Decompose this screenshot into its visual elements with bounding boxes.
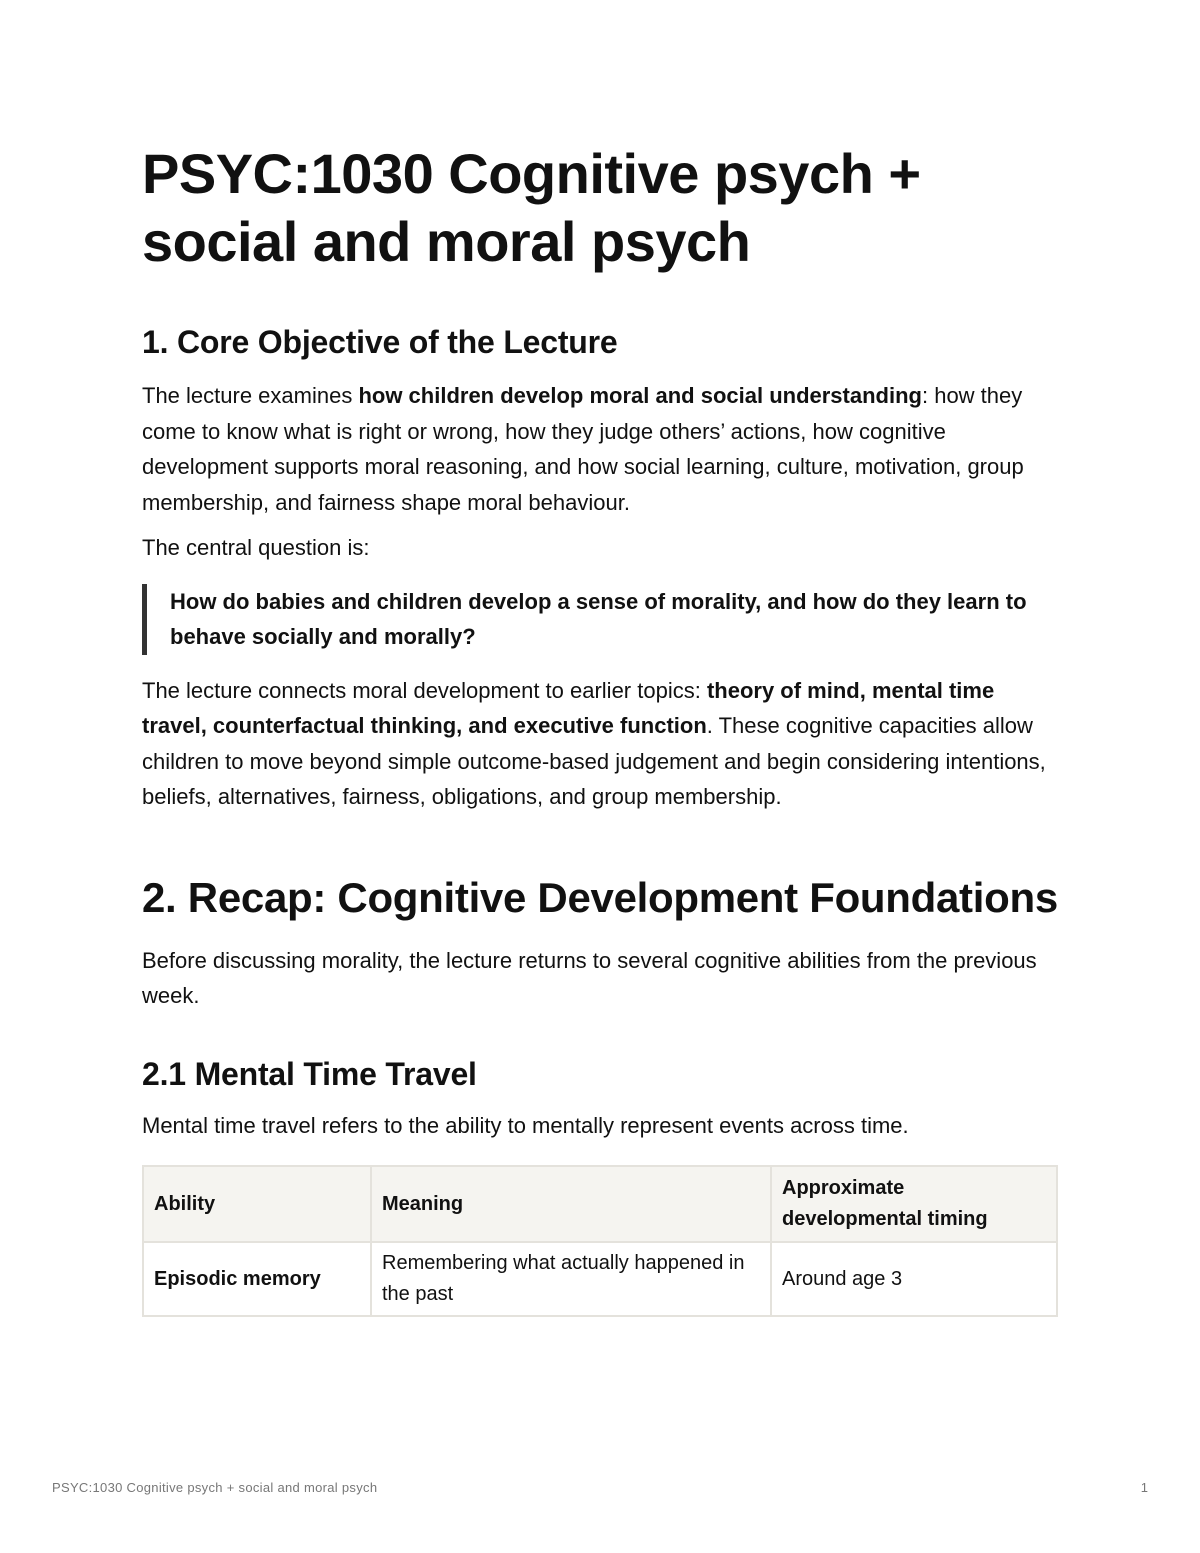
section-2-heading: 2. Recap: Cognitive Development Foundations <box>142 873 1058 921</box>
section-2-1-heading: 2.1 Mental Time Travel <box>142 1055 477 1092</box>
mental-time-travel-table <box>142 1165 1058 1317</box>
section-2-1-paragraph-1: Mental time travel refers to the ability to mentally represent events across time. <box>142 1112 909 1138</box>
section-1-paragraph-1: The lecture examines how children develop moral and social understanding: how they come to know what is right or wrong, how they judge others’ actions, how cognitive development supports moral reasoning, and how social learning, culture, motivation, group membership, and fairness shape moral behaviour. <box>142 383 1024 515</box>
table-cell-timing: Around age 3 <box>771 1242 1057 1316</box>
section-1-paragraph-3: The lecture connects moral development to earlier topics: theory of mind, mental time travel, counterfactual thinking, and executive function. These cognitive capacities allow children to move beyond simple outcome-based judgement and begin considering intentions, beliefs, alternatives, fairness, obligations, and group membership. <box>142 677 1046 809</box>
page-number: 1 <box>1140 1480 1148 1495</box>
table-header-row <box>143 1166 1057 1242</box>
table-header-meaning: Meaning <box>371 1166 771 1242</box>
footer-title: PSYC:1030 Cognitive psych + social and moral psych <box>52 1480 378 1495</box>
section-1-heading: 1. Core Objective of the Lecture <box>142 324 618 360</box>
table-cell-meaning: Remembering what actually happened in the past <box>371 1242 771 1316</box>
central-question-quote <box>142 584 1058 655</box>
quote-text: How do babies and children develop a sense of morality, and how do they learn to behave socially and morally? <box>170 588 1027 649</box>
document-title: PSYC:1030 Cognitive psych + social and moral psych <box>142 142 921 273</box>
table-cell-ability: Episodic memory <box>143 1242 371 1316</box>
document-page <box>142 140 1058 1317</box>
table-header-timing: Approximate developmental timing <box>771 1166 1057 1242</box>
table-row <box>143 1242 1057 1316</box>
table-header-ability: Ability <box>143 1166 371 1242</box>
section-2-paragraph-1: Before discussing morality, the lecture returns to several cognitive abilities from the previous week. <box>142 947 1037 1008</box>
section-1-paragraph-2: The central question is: <box>142 535 370 560</box>
